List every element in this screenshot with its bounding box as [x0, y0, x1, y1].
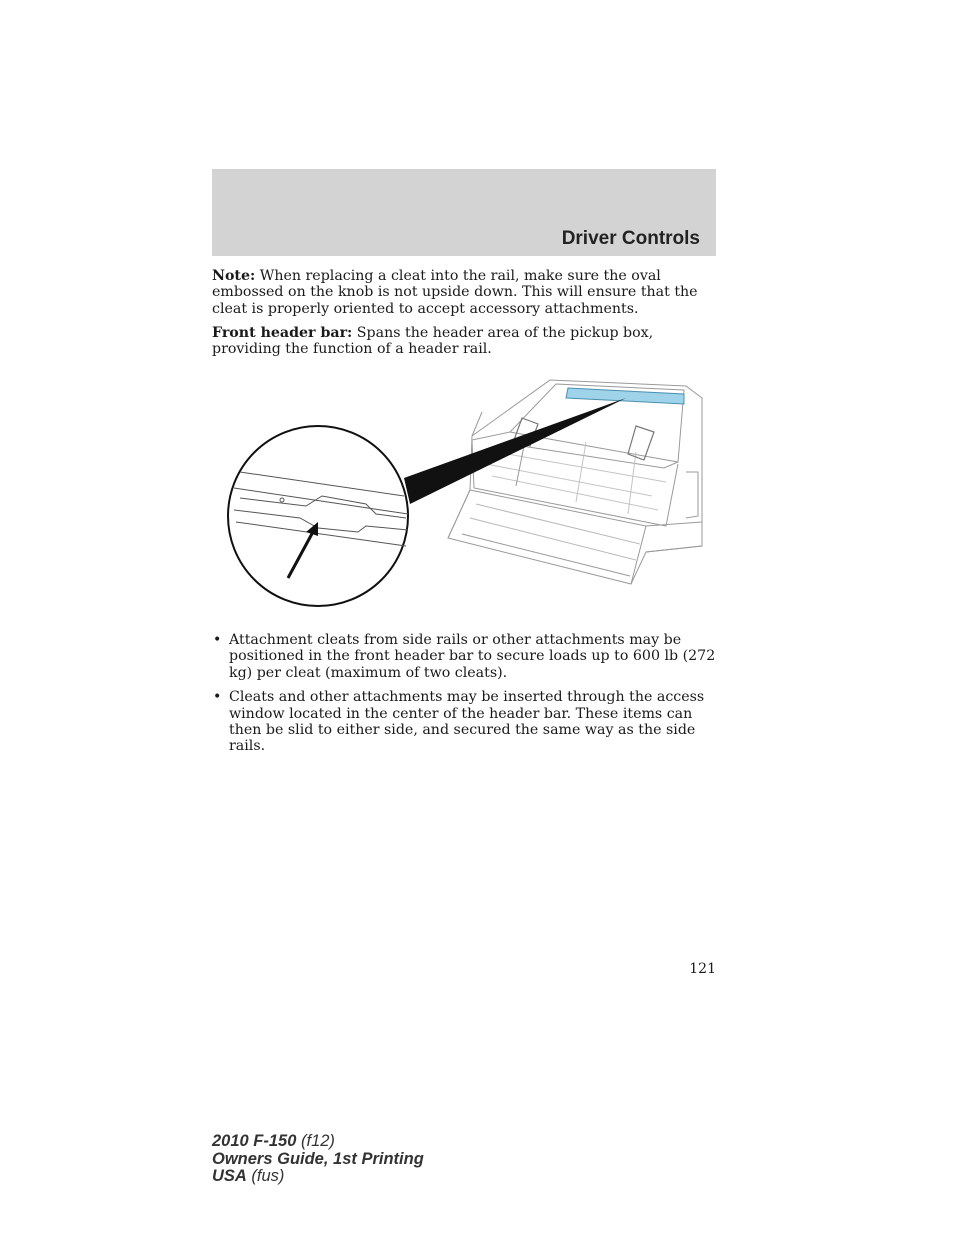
front-header-bar-highlight: [566, 388, 684, 404]
bullet-glyph: •: [213, 632, 222, 648]
footer-line-market: [212, 1168, 424, 1186]
front-header-bar-text: Spans the header area of the pickup box, providing the function of a header rail.: [212, 325, 654, 358]
bullet-glyph: •: [213, 689, 222, 706]
header-bar-bullet-list: [212, 632, 716, 763]
callout-wedge: [404, 398, 626, 504]
pickup-box-drawing: [448, 380, 702, 584]
pickup-box-header-bar-illustration: [226, 376, 704, 612]
document-footer: [212, 1133, 424, 1186]
footer-line-guide: [212, 1151, 424, 1169]
note-paragraph: [212, 268, 716, 317]
footer-model-code: (f12): [296, 1132, 335, 1150]
bullet-text: Attachment cleats from side rails or other attachments may be positioned in the front header bar to secure loads up to 600 lb (272 kg) per cleat (maximum of two cleats).: [229, 632, 716, 681]
front-header-bar-paragraph: [212, 325, 716, 358]
detail-magnifier: [228, 426, 408, 606]
footer-model: 2010 F-150: [212, 1132, 297, 1150]
footer-market-code: (fus): [246, 1167, 285, 1185]
footer-guide: Owners Guide, 1st Printing: [212, 1149, 424, 1168]
note-text: When replacing a cleat into the rail, make sure the oval embossed on the knob is not upside down. This will ensure that the cleat is properly oriented to accept accessory attachments.: [212, 268, 698, 317]
footer-market: USA: [212, 1167, 247, 1185]
section-header-band: [212, 169, 716, 256]
page-number: 121: [689, 961, 716, 977]
list-item: [212, 689, 716, 755]
front-header-bar-label: Front header bar:: [212, 325, 353, 341]
section-title: Driver Controls: [561, 228, 700, 249]
bullet-text: Cleats and other attachments may be inserted through the access window located in the center of the header bar. These items can then be slid to either side, and secured the same way as the side rails.: [229, 689, 705, 755]
list-item: [212, 632, 716, 681]
note-label: Note:: [212, 268, 256, 284]
footer-line-model: [212, 1133, 424, 1151]
